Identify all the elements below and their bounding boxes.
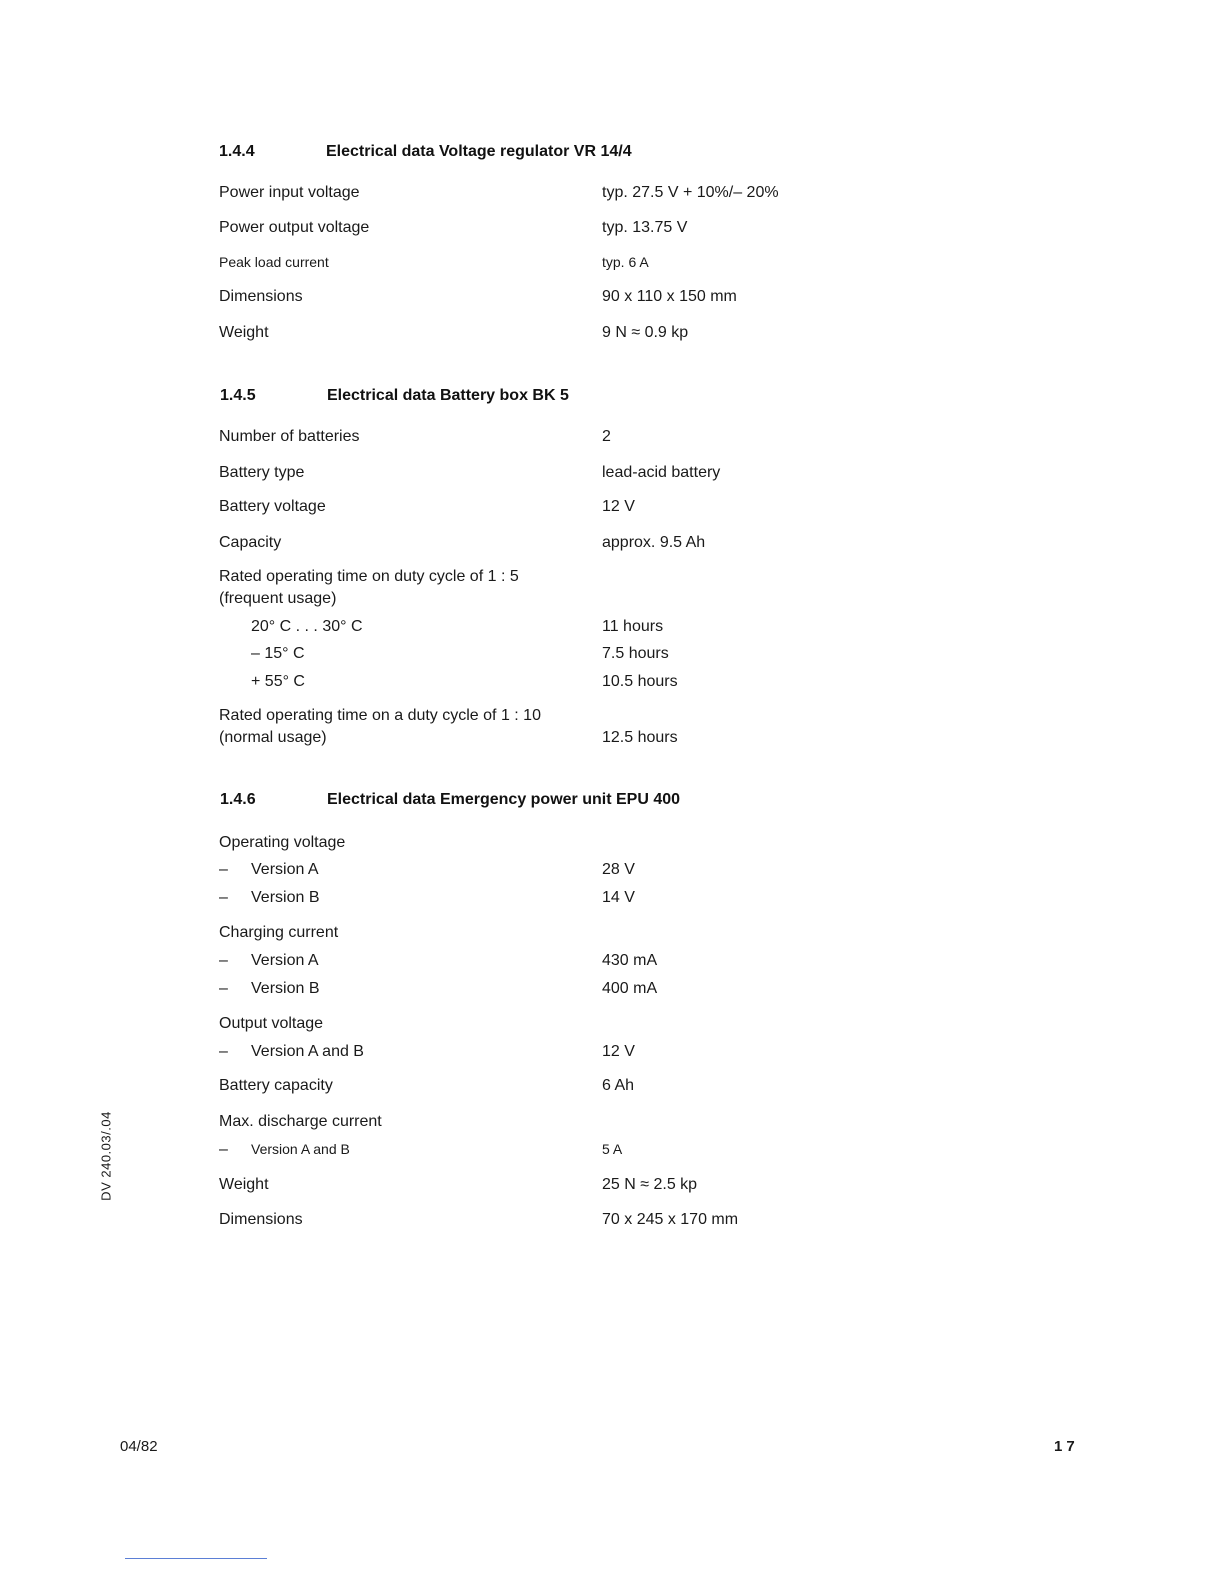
document-code <box>96 1110 116 1202</box>
document-code-text: DV 240.03/.04 <box>98 1111 114 1201</box>
spec-group-operating-voltage <box>219 834 1019 854</box>
version-label: Version B <box>251 889 320 906</box>
spec-value: 2 <box>602 428 611 445</box>
spec-label: Power output voltage <box>219 219 370 236</box>
spec-row-power-output-voltage <box>219 219 1019 239</box>
rated-time-normal-line2 <box>219 729 1019 749</box>
spec-value: 5 A <box>602 1141 623 1157</box>
spec-label: Power input voltage <box>219 184 360 201</box>
version-label: Version A and B <box>251 1043 364 1060</box>
spec-row-peak-load-current <box>219 254 1019 274</box>
temp-row-plus-55 <box>219 673 1019 693</box>
spec-label: Weight <box>219 324 269 341</box>
spec-value: 7.5 hours <box>602 645 669 662</box>
spec-row-ch-version-b <box>219 980 1019 1000</box>
dash-bullet: – <box>219 1043 228 1060</box>
spec-label: (frequent usage) <box>219 590 337 607</box>
temperature-label: 20° C . . . 30° C <box>251 618 363 635</box>
spec-value: 11 hours <box>602 618 664 635</box>
section-number: 1.4.6 <box>220 791 256 808</box>
version-label: Version B <box>251 980 320 997</box>
spec-label: Battery voltage <box>219 498 326 515</box>
spec-value: approx. 9.5 Ah <box>602 534 706 551</box>
spec-label: Output voltage <box>219 1015 324 1032</box>
version-label: Version A <box>251 952 319 969</box>
spec-value: 430 mA <box>602 952 658 969</box>
spec-label: Dimensions <box>219 288 303 305</box>
section-title: Electrical data Battery box BK 5 <box>327 387 569 404</box>
dash-bullet: – <box>219 1141 228 1158</box>
spec-value: 10.5 hours <box>602 673 678 690</box>
spec-row-ch-version-a <box>219 952 1019 972</box>
spec-row-dimensions <box>219 288 1019 308</box>
rated-time-frequent-line2 <box>219 590 1019 610</box>
dash-bullet: – <box>219 952 228 969</box>
spec-row-weight <box>219 324 1019 344</box>
spec-row-dis-version-ab <box>219 1141 1019 1161</box>
spec-value: 14 V <box>602 889 635 906</box>
spec-label: Max. discharge current <box>219 1113 382 1130</box>
spec-value: 90 x 110 x 150 mm <box>602 288 737 305</box>
section-title: Electrical data Emergency power unit EPU 400 <box>327 791 681 808</box>
spec-label: Battery capacity <box>219 1077 333 1094</box>
dash-bullet: – <box>219 980 228 997</box>
spec-row-battery-voltage <box>219 498 1019 518</box>
spec-value: 25 N ≈ 2.5 kp <box>602 1176 698 1193</box>
spec-label: Number of batteries <box>219 428 360 445</box>
spec-label: Charging current <box>219 924 339 941</box>
spec-group-output-voltage <box>219 1015 1019 1035</box>
spec-row-epu-weight <box>219 1176 1019 1196</box>
spec-row-battery-capacity <box>219 1077 1019 1097</box>
spec-value: 70 x 245 x 170 mm <box>602 1211 739 1228</box>
spec-label: Rated operating time on duty cycle of 1 : 5 <box>219 568 519 585</box>
temperature-label: + 55° C <box>251 673 305 690</box>
spec-value: 400 mA <box>602 980 658 997</box>
section-number: 1.4.4 <box>219 143 255 160</box>
spec-row-power-input-voltage <box>219 184 1019 204</box>
spec-value: 6 Ah <box>602 1077 635 1094</box>
spec-value: 12.5 hours <box>602 729 678 746</box>
spec-row-number-of-batteries <box>219 428 1019 448</box>
spec-label: Dimensions <box>219 1211 303 1228</box>
dash-bullet: – <box>219 861 228 878</box>
footer-date: 04/82 <box>120 1438 158 1455</box>
spec-group-max-discharge <box>219 1113 1019 1133</box>
page-number: 17 <box>1054 1438 1079 1455</box>
spec-label: (normal usage) <box>219 729 327 746</box>
spec-row-epu-dimensions <box>219 1211 1019 1231</box>
rated-time-normal-line1 <box>219 707 1019 727</box>
version-label: Version A <box>251 861 319 878</box>
section-title: Electrical data Voltage regulator VR 14/4 <box>326 143 632 160</box>
spec-label: Weight <box>219 1176 269 1193</box>
temp-row-minus-15 <box>219 645 1019 665</box>
spec-label: Rated operating time on a duty cycle of 1 : 10 <box>219 707 541 724</box>
spec-row-op-version-b <box>219 889 1019 909</box>
spec-value: lead-acid battery <box>602 464 721 481</box>
spec-label: Peak load current <box>219 254 329 270</box>
spec-value: typ. 13.75 V <box>602 219 688 236</box>
section-number: 1.4.5 <box>220 387 256 404</box>
spec-label: Battery type <box>219 464 305 481</box>
spec-row-out-version-ab <box>219 1043 1019 1063</box>
spec-row-battery-type <box>219 464 1019 484</box>
spec-value: 12 V <box>602 1043 635 1060</box>
spec-value: 12 V <box>602 498 635 515</box>
spec-value: typ. 6 A <box>602 254 649 270</box>
bottom-rule-line <box>125 1558 267 1559</box>
spec-label: Operating voltage <box>219 834 346 851</box>
spec-value: typ. 27.5 V + 10%/– 20% <box>602 184 779 201</box>
spec-row-op-version-a <box>219 861 1019 881</box>
temperature-label: – 15° C <box>251 645 305 662</box>
rated-time-frequent-line1 <box>219 568 1019 588</box>
spec-value: 28 V <box>602 861 635 878</box>
spec-value: 9 N ≈ 0.9 kp <box>602 324 689 341</box>
spec-group-charging-current <box>219 924 1019 944</box>
dash-bullet: – <box>219 889 228 906</box>
temp-row-20-30 <box>219 618 1019 638</box>
version-label: Version A and B <box>251 1141 350 1157</box>
spec-label: Capacity <box>219 534 282 551</box>
spec-row-capacity <box>219 534 1019 554</box>
